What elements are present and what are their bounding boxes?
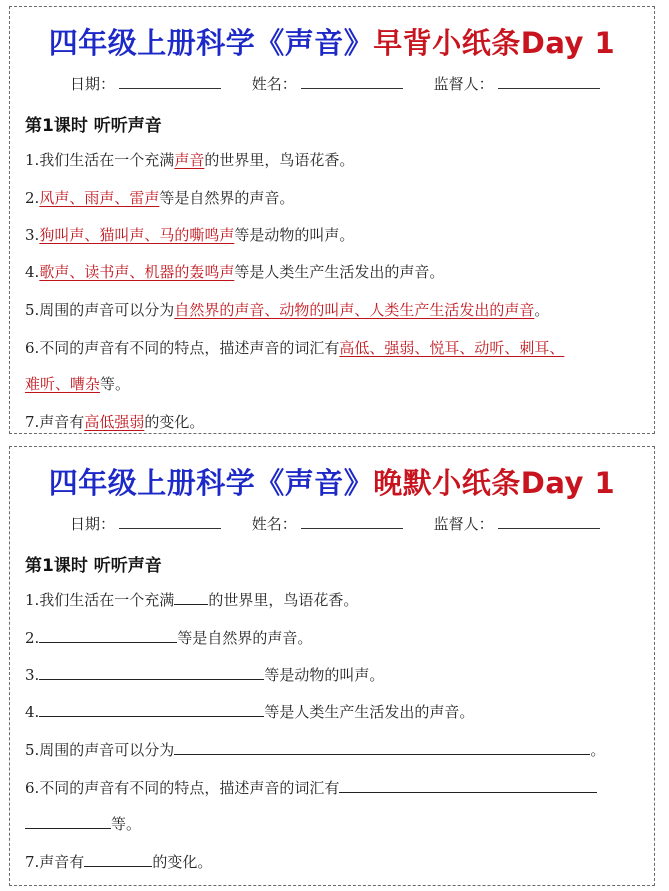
evening-meta-row: [70, 513, 626, 534]
morning-q6: [25, 337, 564, 358]
q2-text: 2.: [25, 629, 40, 647]
q6-text: 6.不同的声音有不同的特点，描述声音的词汇有: [25, 779, 340, 797]
q2-answer: 风声、雨声、雷声: [39, 189, 160, 207]
evening-q2: [25, 627, 312, 648]
q7-text: 7.声音有: [25, 853, 85, 871]
q3-text: 3.: [25, 666, 40, 684]
name-label: 姓名：: [251, 515, 297, 533]
name-blank[interactable]: [301, 514, 403, 529]
q3-blank[interactable]: [39, 664, 264, 680]
evening-q6: [25, 777, 597, 798]
evening-title-sub: 晚默小纸条Day 1: [373, 466, 616, 500]
q7-text: 7.声音有: [25, 413, 85, 431]
evening-q1: [25, 589, 358, 610]
q6-blank-cont[interactable]: [25, 813, 111, 829]
evening-lesson-heading: 第1课时 听听声音: [25, 556, 162, 576]
q2-blank[interactable]: [39, 627, 177, 643]
q4-text-end: 等是人类生产生活发出的声音。: [264, 703, 475, 721]
q1-text-end: 的世界里，鸟语花香。: [204, 151, 355, 169]
name-label: 姓名：: [251, 75, 297, 93]
morning-title-sub: 早背小纸条Day 1: [373, 26, 616, 60]
morning-lesson-heading: 第1课时 听听声音: [25, 116, 162, 136]
q6-blank[interactable]: [339, 777, 597, 793]
q1-text-end: 的世界里，鸟语花香。: [208, 591, 359, 609]
morning-q3: [25, 224, 354, 245]
supervisor-blank[interactable]: [498, 74, 600, 89]
q5-blank[interactable]: [174, 739, 590, 755]
date-blank[interactable]: [119, 74, 221, 89]
supervisor-field: [434, 73, 600, 94]
morning-title: [10, 21, 654, 62]
evening-q4: [25, 701, 474, 722]
morning-q5: [25, 299, 549, 320]
evening-card: [9, 446, 655, 886]
q1-text: 1.我们生活在一个充满: [25, 151, 175, 169]
q6-answer: 高低、强弱、悦耳、动听、刺耳、: [339, 339, 565, 357]
name-field: [252, 73, 403, 94]
q5-text-end: 。: [534, 301, 550, 319]
q1-text: 1.我们生活在一个充满: [25, 591, 175, 609]
evening-q6-cont: [25, 813, 141, 834]
q1-blank[interactable]: [174, 589, 208, 605]
q5-answer: 自然界的声音、动物的叫声、人类生产生活发出的声音: [174, 301, 535, 319]
supervisor-blank[interactable]: [498, 514, 600, 529]
q6-text-end: 等。: [111, 815, 142, 833]
q5-text-end: 。: [590, 741, 606, 759]
morning-meta-row: [70, 73, 626, 94]
q6-answer-cont: 难听、嘈杂: [25, 375, 101, 393]
morning-q2: [25, 187, 294, 208]
q5-text: 5.周围的声音可以分为: [25, 301, 175, 319]
q2-text-end: 等是自然界的声音。: [159, 189, 295, 207]
evening-title-main: 四年级上册科学《声音》: [48, 466, 374, 500]
supervisor-label: 监督人：: [433, 75, 494, 93]
q3-text-end: 等是动物的叫声。: [234, 226, 355, 244]
q7-text-end: 的变化。: [144, 413, 205, 431]
morning-q4: [25, 261, 444, 282]
q3-text: 3.: [25, 226, 40, 244]
q2-text-end: 等是自然界的声音。: [177, 629, 313, 647]
q6-text-end: 等。: [100, 375, 131, 393]
morning-q1: [25, 149, 354, 170]
evening-q3: [25, 664, 384, 685]
q4-blank[interactable]: [39, 701, 264, 717]
q5-text: 5.周围的声音可以分为: [25, 741, 175, 759]
q7-answer: 高低强弱: [84, 413, 145, 431]
q3-text-end: 等是动物的叫声。: [264, 666, 385, 684]
q4-text: 4.: [25, 263, 40, 281]
date-label: 日期：: [70, 75, 116, 93]
morning-card: [9, 6, 655, 434]
q7-text-end: 的变化。: [152, 853, 213, 871]
date-blank[interactable]: [119, 514, 221, 529]
q2-text: 2.: [25, 189, 40, 207]
morning-q6-cont: [25, 373, 130, 394]
q3-answer: 狗叫声、猫叫声、马的嘶鸣声: [39, 226, 235, 244]
q4-text: 4.: [25, 703, 40, 721]
q4-text-end: 等是人类生产生活发出的声音。: [234, 263, 445, 281]
supervisor-label: 监督人：: [433, 515, 494, 533]
evening-title: [10, 461, 654, 502]
q6-text: 6.不同的声音有不同的特点，描述声音的词汇有: [25, 339, 340, 357]
evening-q7: [25, 851, 212, 872]
evening-q5: [25, 739, 605, 760]
date-field: [70, 513, 221, 534]
date-label: 日期：: [70, 515, 116, 533]
name-field: [252, 513, 403, 534]
q7-blank[interactable]: [84, 851, 152, 867]
supervisor-field: [434, 513, 600, 534]
q4-answer: 歌声、读书声、机器的轰鸣声: [39, 263, 235, 281]
name-blank[interactable]: [301, 74, 403, 89]
date-field: [70, 73, 221, 94]
morning-q7: [25, 411, 204, 432]
q1-answer: 声音: [174, 151, 205, 169]
morning-title-main: 四年级上册科学《声音》: [48, 26, 374, 60]
